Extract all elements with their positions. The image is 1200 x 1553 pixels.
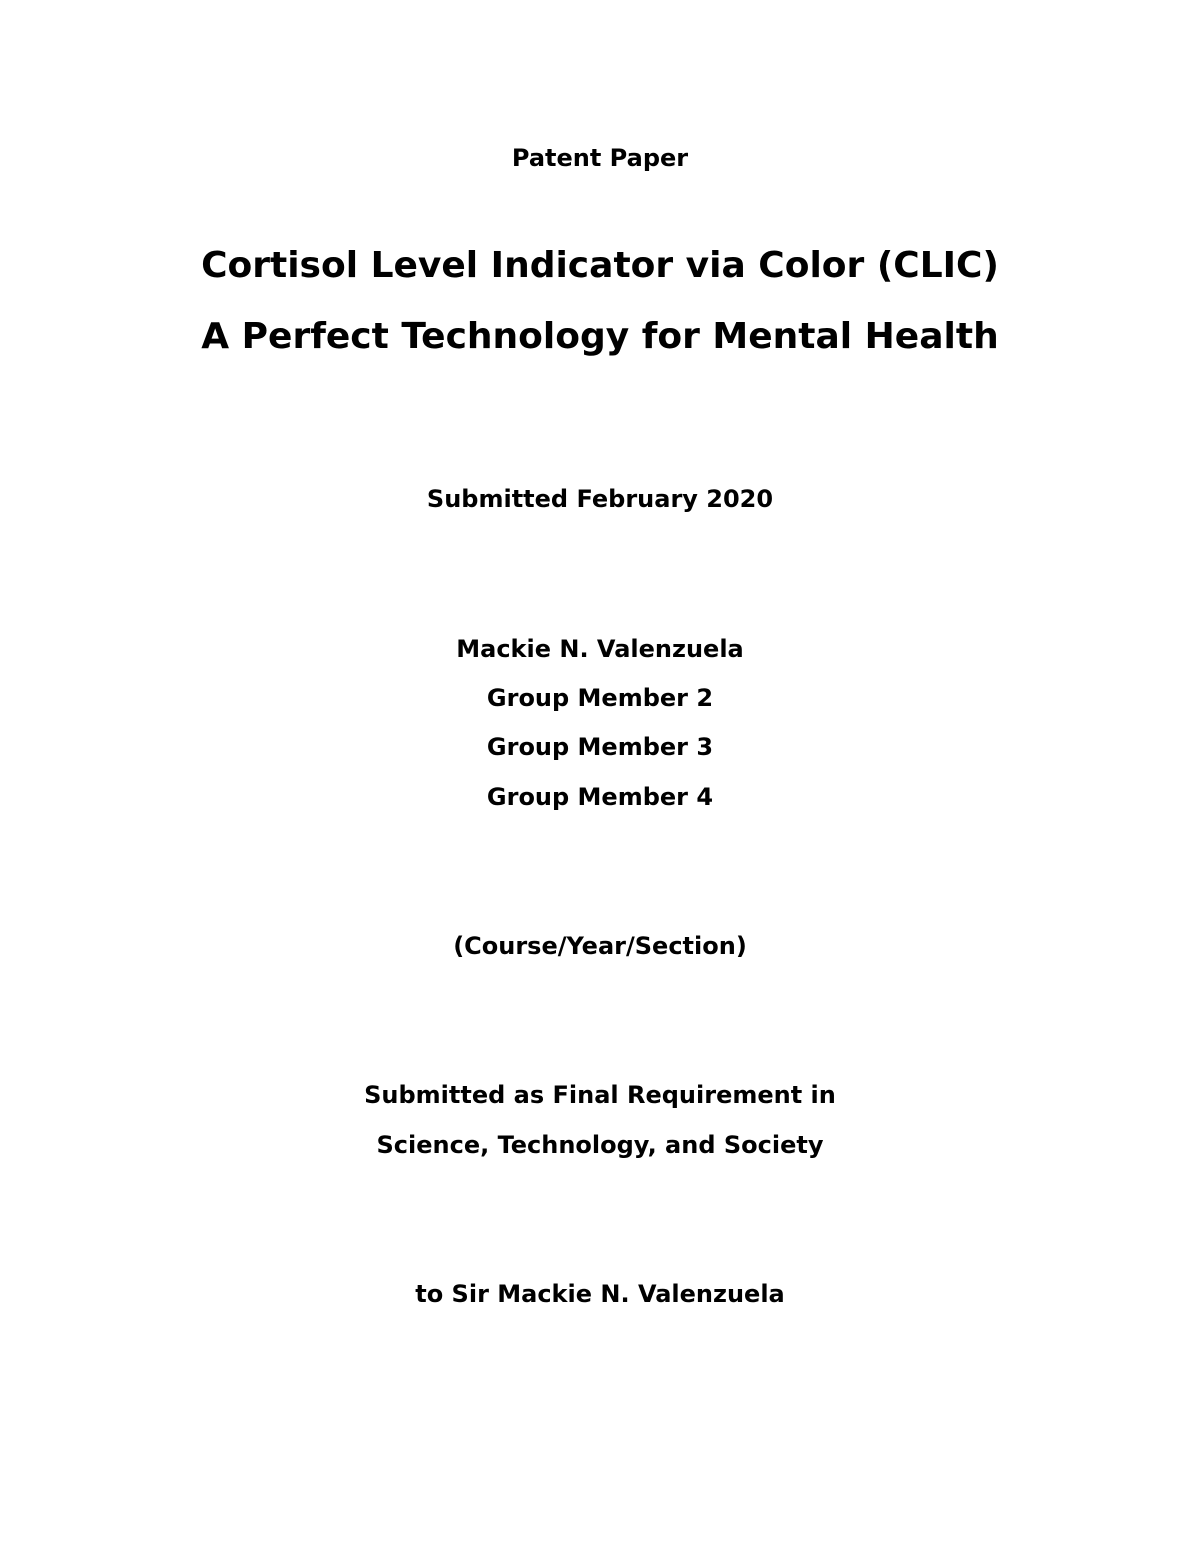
requirement-line-1: Submitted as Final Requirement in	[364, 1081, 836, 1109]
author-name-4: Group Member 4	[486, 783, 714, 811]
author-name-2: Group Member 2	[486, 684, 714, 712]
paper-type-label: Patent Paper	[511, 144, 689, 172]
recipient-line: to Sir Mackie N. Valenzuela	[415, 1280, 785, 1308]
course-year-section: (Course/Year/Section)	[453, 932, 747, 960]
author-name-3: Group Member 3	[486, 733, 714, 761]
author-name-1: Mackie N. Valenzuela	[456, 635, 744, 663]
title-line-1: Cortisol Level Indicator via Color (CLIC)	[201, 245, 999, 286]
requirement-line-2: Science, Technology, and Society	[376, 1131, 824, 1159]
submission-date: Submitted February 2020	[426, 485, 774, 513]
title-line-2: A Perfect Technology for Mental Health	[201, 316, 999, 357]
